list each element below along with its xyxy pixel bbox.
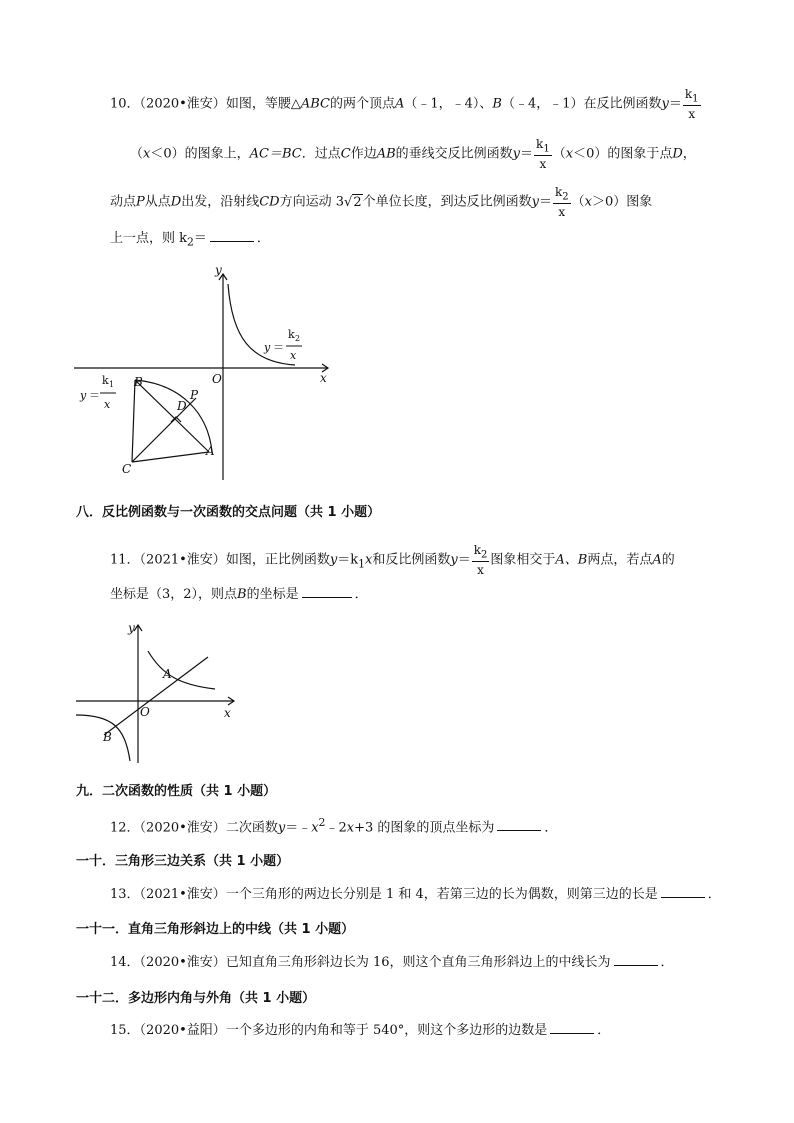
sqrt-2: √2 xyxy=(344,194,362,210)
q12-line: 12．（2020•淮安）二次函数$y=﹣x^2﹣2x+3$ 的图象的顶点坐标为 ． xyxy=(110,816,558,836)
fig11-label-y: y xyxy=(128,621,135,635)
q14-line: 14．（2020•淮安）已知直角三角形斜边长为 16，则这个直角三角形斜边上的中线长为 ． xyxy=(110,955,674,970)
svg-text:1: 1 xyxy=(109,380,115,389)
fig10-label-y: y xyxy=(215,263,222,277)
q10-line1: 10．（2020•淮安）如图，等腰△ABC的两个顶点A（﹣1，﹣4）、B（﹣4，﹣1）在反比例函数y＝ $\frac{k_1}{x}$ xyxy=(110,87,699,122)
answer-blank-q10[interactable] xyxy=(210,229,254,242)
svg-text:k: k xyxy=(102,374,109,387)
q10-line2: （x＜0）的图象上，AC＝BC．过点C作边AB的垂线交反比例函数y＝ $\frac{k_1}{x}$ （x＜0）的图象于点D， xyxy=(130,137,696,172)
answer-blank-q15[interactable] xyxy=(550,1021,594,1034)
fig11-label-B: B xyxy=(103,730,112,744)
q11-line1: 11．（2021•淮安）如图，正比例函数$y=k_1x$和反比例函数y＝ $\frac{k_2}{x}$ 图象相交于A、B两点，若点A的 xyxy=(110,543,675,578)
svg-text:y: y xyxy=(264,341,271,354)
answer-blank-q12[interactable] xyxy=(497,818,541,831)
fig10-label-P: P xyxy=(190,388,199,402)
fraction-k1-over-x: $\frac{k_1}{x}$ xyxy=(684,87,699,122)
fig10-label-C: C xyxy=(122,462,132,476)
q11-line2: 坐标是（3，2），则点B的坐标是 ． xyxy=(110,587,368,602)
fig11-label-A: A xyxy=(163,667,172,681)
section-heading-8: 八．反比例函数与一次函数的交点问题（共 1 小题） xyxy=(76,505,381,520)
svg-text:y: y xyxy=(80,389,87,402)
fraction-k2-over-x-q11: $\frac{k_2}{x}$ xyxy=(473,543,488,578)
section-heading-12: 一十二．多边形内角与外角（共 1 小题） xyxy=(76,991,316,1006)
fig10-label-D: D xyxy=(177,399,187,413)
figure-q10 xyxy=(70,262,340,487)
q13-line: 13．（2021•淮安）一个三角形的两边长分别是 1 和 4，若第三边的长为偶数，则第三边的长是 ． xyxy=(110,887,721,902)
q10-line4: 上一点，则 $k_2=$ ． xyxy=(110,231,270,249)
svg-text:＝: ＝ xyxy=(273,341,284,354)
svg-text:＝: ＝ xyxy=(89,389,100,402)
svg-text:x: x xyxy=(290,349,297,362)
fig11-label-x: x xyxy=(224,706,231,720)
fig10-label-B: B xyxy=(134,375,143,389)
svg-text:2: 2 xyxy=(295,334,301,343)
answer-blank-q11[interactable] xyxy=(302,585,352,598)
figure-q11 xyxy=(70,617,245,767)
svg-text:x: x xyxy=(104,398,111,411)
answer-blank-q14[interactable] xyxy=(614,953,658,966)
section-heading-11: 一十一．直角三角形斜边上的中线（共 1 小题） xyxy=(76,922,355,937)
answer-blank-q13[interactable] xyxy=(661,885,705,898)
fig10-label-A: A xyxy=(206,444,215,458)
q15-line: 15．（2020•益阳）一个多边形的内角和等于 540°，则这个多边形的边数是 ． xyxy=(110,1023,611,1038)
section-heading-9: 九．二次函数的性质（共 1 小题） xyxy=(76,784,277,799)
fraction-k1-over-x-2: $\frac{k_1}{x}$ xyxy=(536,137,550,172)
section-heading-10: 一十．三角形三边关系（共 1 小题） xyxy=(76,854,290,869)
fraction-k2-over-x: $\frac{k_2}{x}$ xyxy=(554,185,569,220)
fig10-label-O: O xyxy=(212,372,222,386)
fig10-label-x: x xyxy=(320,371,327,385)
q10-line3: 动点P从点D出发，沿射线CD方向运动 3√2个单位长度，到达反比例函数y＝ $\frac{k_2}{x}$ （x＞0）图象 xyxy=(110,185,653,220)
svg-text:k: k xyxy=(288,328,295,341)
fig11-label-O: O xyxy=(140,705,150,719)
